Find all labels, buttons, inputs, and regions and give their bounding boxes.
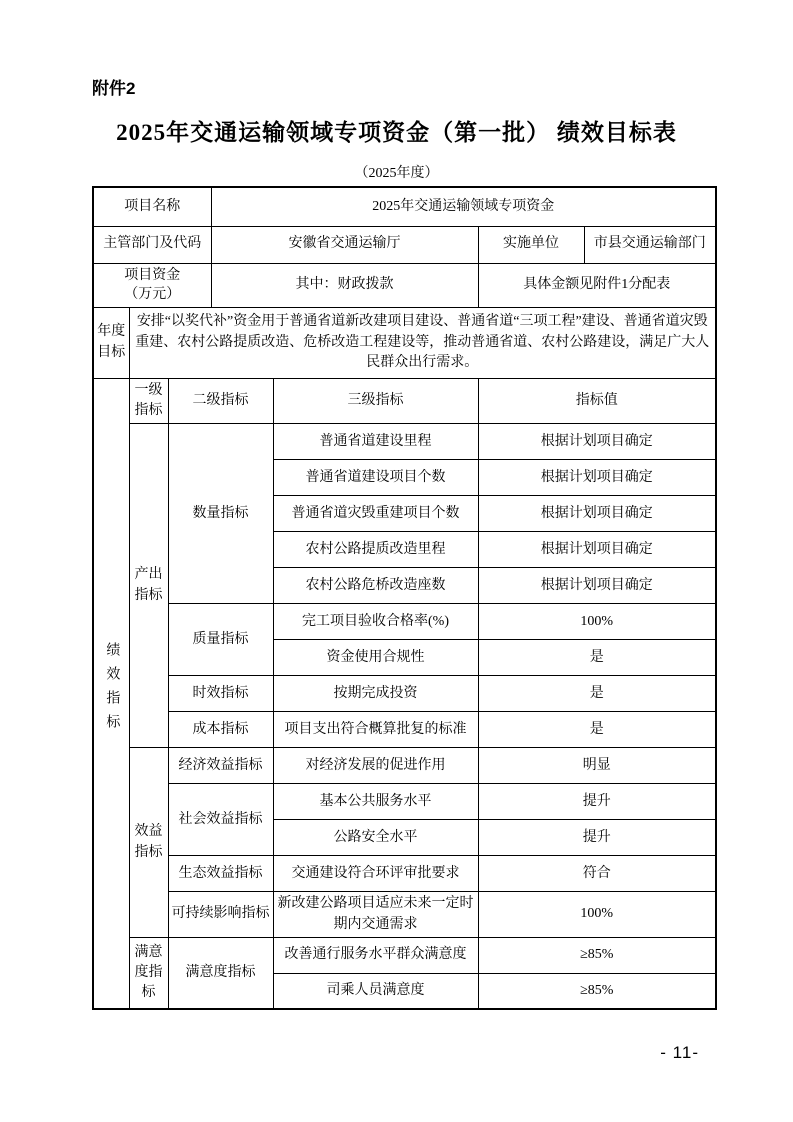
document-subtitle: （2025年度） xyxy=(354,166,439,181)
indicator-l1-cell: 满意度指标 xyxy=(129,937,168,1009)
indicator-l3-cell: 基本公共服务水平 xyxy=(273,784,478,820)
indicator-value-cell: 是 xyxy=(478,640,716,676)
indicator-l3-cell: 按期完成投资 xyxy=(273,676,478,712)
indicator-l1-cell: 产出指标 xyxy=(129,424,168,748)
indicator-value-cell: 符合 xyxy=(478,856,716,892)
fund-detail: 其中：财政拨款 xyxy=(211,263,478,307)
indicator-value-cell: 根据计划项目确定 xyxy=(478,496,716,532)
fund-label-line1: 项目资金 xyxy=(124,267,181,283)
indicator-value-cell: 提升 xyxy=(478,784,716,820)
indicator-row xyxy=(93,937,716,973)
indicator-l3-cell: 改善通行服务水平群众满意度 xyxy=(273,937,478,973)
indicator-l2-cell: 质量指标 xyxy=(168,604,273,676)
indicator-value-cell: 明显 xyxy=(478,748,716,784)
indicator-l2-cell: 时效指标 xyxy=(168,676,273,712)
indicator-row xyxy=(93,856,716,892)
table-row xyxy=(93,263,716,307)
indicator-row xyxy=(93,748,716,784)
attachment-label: 附件2 xyxy=(92,79,136,98)
indicator-l3-cell: 司乘人员满意度 xyxy=(273,973,478,1009)
document-title: 2025年交通运输领域专项资金（第一批） 绩效目标表 xyxy=(116,120,677,145)
indicator-value-cell: 提升 xyxy=(478,820,716,856)
indicator-value-cell: 根据计划项目确定 xyxy=(478,532,716,568)
indicator-row xyxy=(93,604,716,640)
annual-target-label: 年度目标 xyxy=(93,307,129,378)
indicator-l3-cell: 公路安全水平 xyxy=(273,820,478,856)
page-number: - 11- xyxy=(660,1043,699,1062)
indicator-row xyxy=(93,676,716,712)
indicator-row xyxy=(93,784,716,820)
indicator-l2-cell: 满意度指标 xyxy=(168,937,273,1009)
indicator-l3-cell: 项目支出符合概算批复的标准 xyxy=(273,712,478,748)
indicator-l2-cell: 社会效益指标 xyxy=(168,784,273,856)
indicator-l3-cell: 普通省道建设项目个数 xyxy=(273,460,478,496)
header-level3: 三级指标 xyxy=(273,378,478,424)
table-row xyxy=(93,187,716,226)
dept-code-value: 安徽省交通运输厅 xyxy=(211,226,478,263)
indicator-l2-cell: 生态效益指标 xyxy=(168,856,273,892)
indicator-l3-cell: 新改建公路项目适应未来一定时期内交通需求 xyxy=(273,892,478,938)
impl-unit-label: 实施单位 xyxy=(478,226,584,263)
indicator-l3-cell: 普通省道灾毁重建项目个数 xyxy=(273,496,478,532)
indicator-value-cell: ≥85% xyxy=(478,937,716,973)
project-name-label: 项目名称 xyxy=(93,187,211,226)
impl-unit-value: 市县交通运输部门 xyxy=(584,226,716,263)
table-row xyxy=(93,307,716,378)
indicator-value-cell: 根据计划项目确定 xyxy=(478,568,716,604)
header-level2: 二级指标 xyxy=(168,378,273,424)
indicator-l3-cell: 对经济发展的促进作用 xyxy=(273,748,478,784)
indicator-l3-cell: 完工项目验收合格率(%) xyxy=(273,604,478,640)
perf-section-label: 绩效指标 xyxy=(93,378,129,1009)
indicator-value-cell: 根据计划项目确定 xyxy=(478,424,716,460)
indicator-l3-cell: 普通省道建设里程 xyxy=(273,424,478,460)
indicator-value-cell: 是 xyxy=(478,712,716,748)
project-fund-label xyxy=(93,263,211,307)
indicator-l3-cell: 农村公路提质改造里程 xyxy=(273,532,478,568)
indicator-value-cell: 100% xyxy=(478,892,716,938)
dept-code-label: 主管部门及代码 xyxy=(93,226,211,263)
indicator-row xyxy=(93,892,716,938)
indicator-l2-cell: 经济效益指标 xyxy=(168,748,273,784)
indicator-l2-cell: 成本指标 xyxy=(168,712,273,748)
table-row xyxy=(93,226,716,263)
indicator-l1-cell: 效益指标 xyxy=(129,748,168,938)
indicator-row xyxy=(93,424,716,460)
fund-label-line2: （万元） xyxy=(124,287,181,303)
indicator-value-cell: 100% xyxy=(478,604,716,640)
indicator-l3-cell: 资金使用合规性 xyxy=(273,640,478,676)
annual-target-text: 安排“以奖代补”资金用于普通省道新改建项目建设、普通省道“三项工程”建设、普通省道灾毁重建、农村公路提质改造、危桥改造工程建设等，推动普通省道、农村公路建设，满足广大人民群众出行需求。 xyxy=(129,307,716,378)
indicator-value-cell: ≥85% xyxy=(478,973,716,1009)
header-level1: 一级指标 xyxy=(129,378,168,424)
performance-target-table xyxy=(92,186,717,1010)
indicator-l3-cell: 农村公路危桥改造座数 xyxy=(273,568,478,604)
indicator-header-row xyxy=(93,378,716,424)
indicator-l3-cell: 交通建设符合环评审批要求 xyxy=(273,856,478,892)
indicator-l2-cell: 可持续影响指标 xyxy=(168,892,273,938)
indicator-value-cell: 是 xyxy=(478,676,716,712)
fund-amount-note: 具体金额见附件1分配表 xyxy=(478,263,716,307)
project-name-value: 2025年交通运输领域专项资金 xyxy=(211,187,716,226)
header-value: 指标值 xyxy=(478,378,716,424)
indicator-l2-cell: 数量指标 xyxy=(168,424,273,604)
indicator-value-cell: 根据计划项目确定 xyxy=(478,460,716,496)
indicator-row xyxy=(93,712,716,748)
